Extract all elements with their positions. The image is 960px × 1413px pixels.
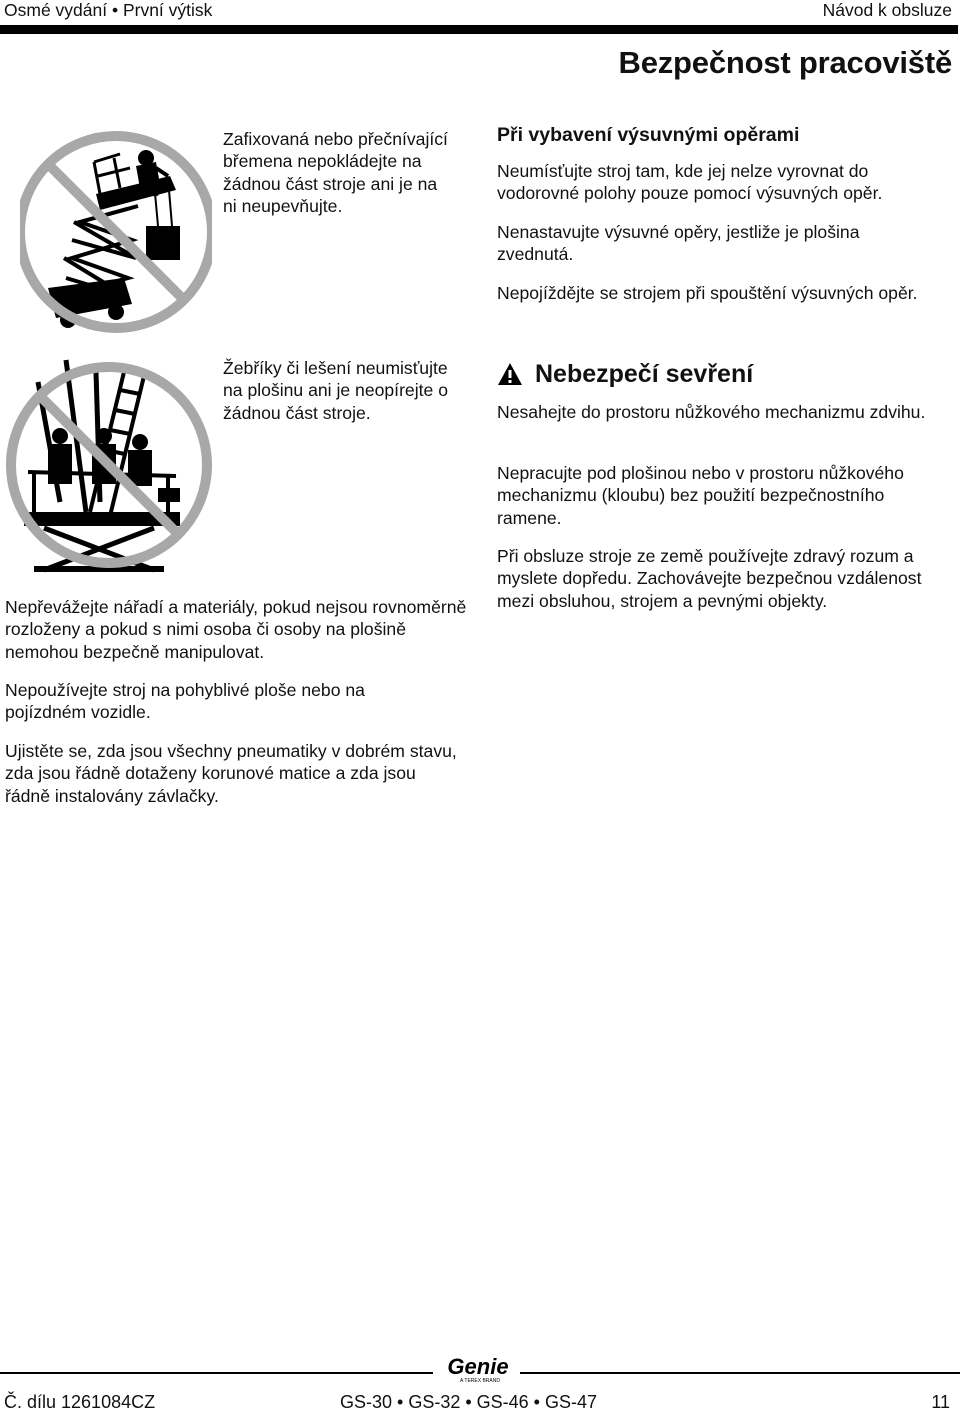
outriggers-paragraph-3: Nepojíždějte se strojem při spouštění výsuvných opěr. bbox=[497, 283, 918, 303]
crush-paragraph-2: Nepracujte pod plošinou nebo v prostoru nůžkového mechanizmu (kloubu) bez použití bezpečnostního ramene. bbox=[497, 463, 904, 528]
header-edition: Osmé vydání • První výtisk bbox=[4, 0, 213, 20]
page-title: Bezpečnost pracoviště bbox=[618, 45, 952, 80]
no-ladders-prohibition-icon bbox=[4, 352, 214, 574]
crush-paragraph-1: Nesahejte do prostoru nůžkového mechanizmu zdvihu. bbox=[497, 402, 926, 422]
footer-page-number: 11 bbox=[931, 1392, 950, 1412]
svg-text:Genie: Genie bbox=[447, 1354, 509, 1379]
outriggers-paragraph-1: Neumísťujte stroj tam, kde jej nelze vyrovnat do vodorovné polohy pouze pomocí výsuvných opěr. bbox=[497, 161, 883, 204]
crush-hazard-title: Nebezpečí sevření bbox=[535, 360, 754, 388]
caption-loads: Zafixovaná nebo přečnívající břemena nepokládejte na žádnou část stroje ani je na ni neupevňujte. bbox=[223, 129, 448, 217]
no-loads-prohibition-icon bbox=[20, 128, 212, 336]
footer-rule-left bbox=[0, 1372, 433, 1374]
footer-models: GS-30 • GS-32 • GS-46 • GS-47 bbox=[340, 1392, 598, 1412]
paragraph-tools: Nepřevážejte nářadí a materiály, pokud nejsou rovnoměrně rozloženy a pokud s nimi osoba či osoby na plošině nemohou bezpečně manipulovat. bbox=[5, 597, 467, 662]
genie-logo bbox=[440, 1354, 516, 1384]
svg-text:A TEREX BRAND: A TEREX BRAND bbox=[460, 1378, 500, 1384]
header-rule bbox=[0, 25, 958, 34]
header-manual-type: Návod k obsluze bbox=[822, 0, 952, 20]
outriggers-heading: Při vybavení výsuvnými opěrami bbox=[497, 124, 800, 146]
warning-triangle-icon bbox=[497, 362, 523, 386]
footer-part-number: Č. dílu 1261084CZ bbox=[4, 1392, 156, 1412]
paragraph-moving-surface: Nepoužívejte stroj na pohyblivé ploše nebo na pojízdném vozidle. bbox=[5, 680, 365, 723]
footer-rule-right bbox=[520, 1372, 960, 1374]
paragraph-tires: Ujistěte se, zda jsou všechny pneumatiky v dobrém stavu, zda jsou řádně dotaženy korunové matice a zda jsou řádně instalovány závlačky. bbox=[5, 741, 457, 806]
crush-paragraph-3: Při obsluze stroje ze země používejte zdravý rozum a myslete dopředu. Zachovávejte bezpečnou vzdálenost mezi obsluhou, strojem a pevnými objekty. bbox=[497, 546, 922, 611]
outriggers-paragraph-2: Nenastavujte výsuvné opěry, jestliže je plošina zvednutá. bbox=[497, 222, 860, 265]
caption-ladders: Žebříky či lešení neumisťujte na plošinu ani je neopírejte o žádnou část stroje. bbox=[223, 358, 448, 423]
crush-hazard-heading bbox=[497, 359, 753, 389]
